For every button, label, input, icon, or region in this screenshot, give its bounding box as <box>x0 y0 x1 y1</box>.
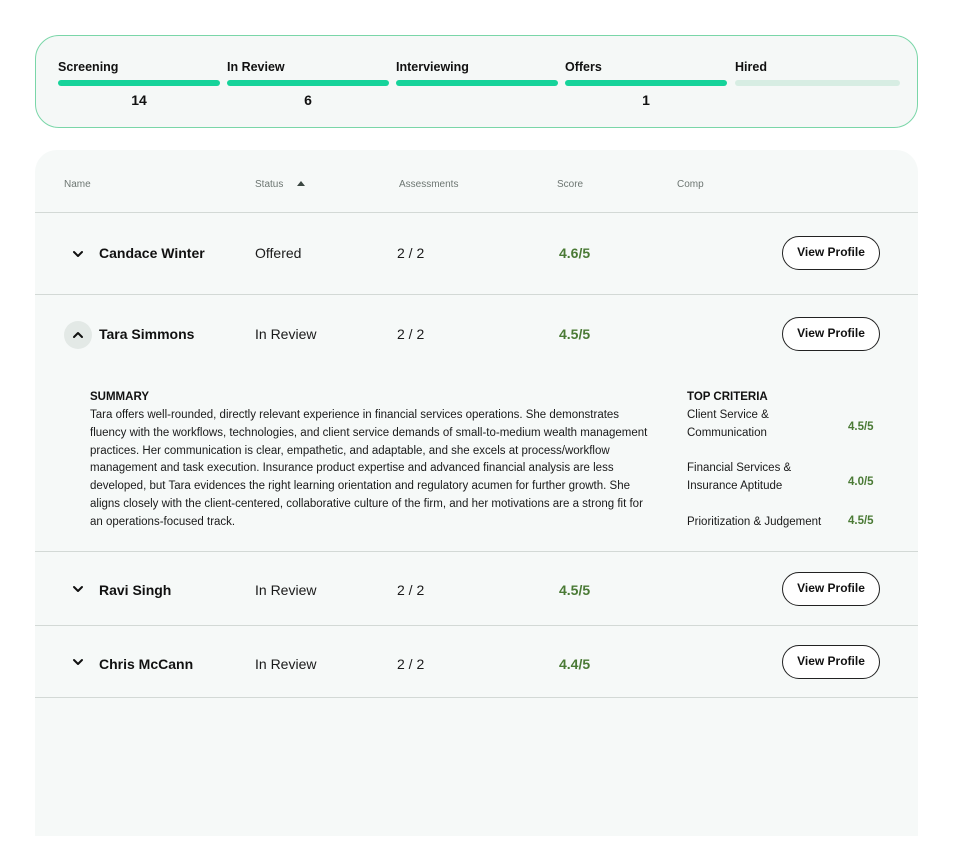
candidate-name: Ravi Singh <box>99 582 172 598</box>
stage-count: 6 <box>304 92 312 108</box>
stage-label: Offers <box>565 60 602 74</box>
table-row[interactable] <box>35 213 918 294</box>
candidates-table <box>35 150 918 836</box>
stage-interviewing[interactable] <box>396 60 558 74</box>
stage-label: Screening <box>58 60 119 74</box>
column-header-comp[interactable]: Comp <box>677 179 704 190</box>
column-header-assessments[interactable]: Assessments <box>399 179 459 190</box>
stage-screening[interactable] <box>58 60 220 108</box>
candidate-score: 4.5/5 <box>559 582 591 598</box>
stage-progress-bar <box>565 80 727 86</box>
criteria-label: Client Service & Communication <box>687 409 769 439</box>
candidate-score: 4.4/5 <box>559 656 591 672</box>
candidate-assessments: 2 / 2 <box>397 656 425 672</box>
summary-text: Tara offers well-rounded, directly relevant experience in financial services operations. She demonstrates fluency with the workflows, technologies, and client service demands of small-to-medium wealth management practices. Her communication is clear, empathetic, and adaptable, and she excels at process/workflow management and task execution. Insurance product expertise and advanced financial analysis are less developed, but Tara evidences the right learning orientation and regulatory acumen for further growth. She aligns closely with the client-centered, collaborative culture of the firm, and her motivations are a strong fit for an operations-focused track. <box>90 409 648 528</box>
view-profile-button[interactable]: View Profile <box>782 572 880 606</box>
expand-row-button[interactable] <box>64 240 92 268</box>
expand-row-button[interactable] <box>64 648 92 676</box>
stage-offers[interactable] <box>565 60 727 108</box>
stage-progress-bar <box>227 80 389 86</box>
stage-count: 1 <box>642 92 650 108</box>
divider <box>35 697 918 698</box>
view-profile-button[interactable]: View Profile <box>782 317 880 351</box>
view-profile-button[interactable]: View Profile <box>782 645 880 679</box>
stage-hired[interactable] <box>735 60 900 74</box>
candidate-assessments: 2 / 2 <box>397 245 425 261</box>
candidate-score: 4.6/5 <box>559 245 591 261</box>
stage-progress-bar <box>735 80 900 86</box>
view-profile-button[interactable]: View Profile <box>782 236 880 270</box>
candidate-status: In Review <box>255 326 317 342</box>
sort-ascending-icon[interactable] <box>297 181 305 186</box>
candidate-assessments: 2 / 2 <box>397 326 425 342</box>
expand-row-button[interactable] <box>64 575 92 603</box>
criteria-score: 4.0/5 <box>848 476 874 488</box>
column-header-name[interactable]: Name <box>64 179 91 190</box>
candidate-name: Candace Winter <box>99 245 205 261</box>
summary-heading: SUMMARY <box>90 391 149 403</box>
chevron-down-icon <box>71 655 85 669</box>
stage-progress-bar <box>396 80 558 86</box>
pipeline-summary <box>35 35 918 128</box>
candidate-name: Chris McCann <box>99 656 194 672</box>
stage-label: In Review <box>227 60 285 74</box>
candidate-name: Tara Simmons <box>99 326 195 342</box>
chevron-down-icon <box>71 247 85 261</box>
stage-progress-bar <box>58 80 220 86</box>
candidate-status: Offered <box>255 245 302 261</box>
criteria-score: 4.5/5 <box>848 515 874 527</box>
stage-in-review[interactable] <box>227 60 389 108</box>
stage-count: 14 <box>131 92 147 108</box>
table-row[interactable] <box>35 552 918 625</box>
candidate-score: 4.5/5 <box>559 326 591 342</box>
column-header-status[interactable]: Status <box>255 179 284 190</box>
candidate-status: In Review <box>255 582 317 598</box>
stage-label: Interviewing <box>396 60 469 74</box>
stage-label: Hired <box>735 60 767 74</box>
criteria-score: 4.5/5 <box>848 421 874 433</box>
table-row[interactable] <box>35 626 918 698</box>
column-header-score[interactable]: Score <box>557 179 584 190</box>
criteria-label: Financial Services & Insurance Aptitude <box>687 462 792 492</box>
collapse-row-button[interactable] <box>64 321 92 349</box>
criteria-heading: TOP CRITERIA <box>687 391 768 403</box>
candidate-status: In Review <box>255 656 317 672</box>
candidate-assessments: 2 / 2 <box>397 582 425 598</box>
chevron-down-icon <box>71 582 85 596</box>
chevron-up-icon <box>71 328 85 342</box>
criteria-label: Prioritization & Judgement <box>687 516 822 528</box>
